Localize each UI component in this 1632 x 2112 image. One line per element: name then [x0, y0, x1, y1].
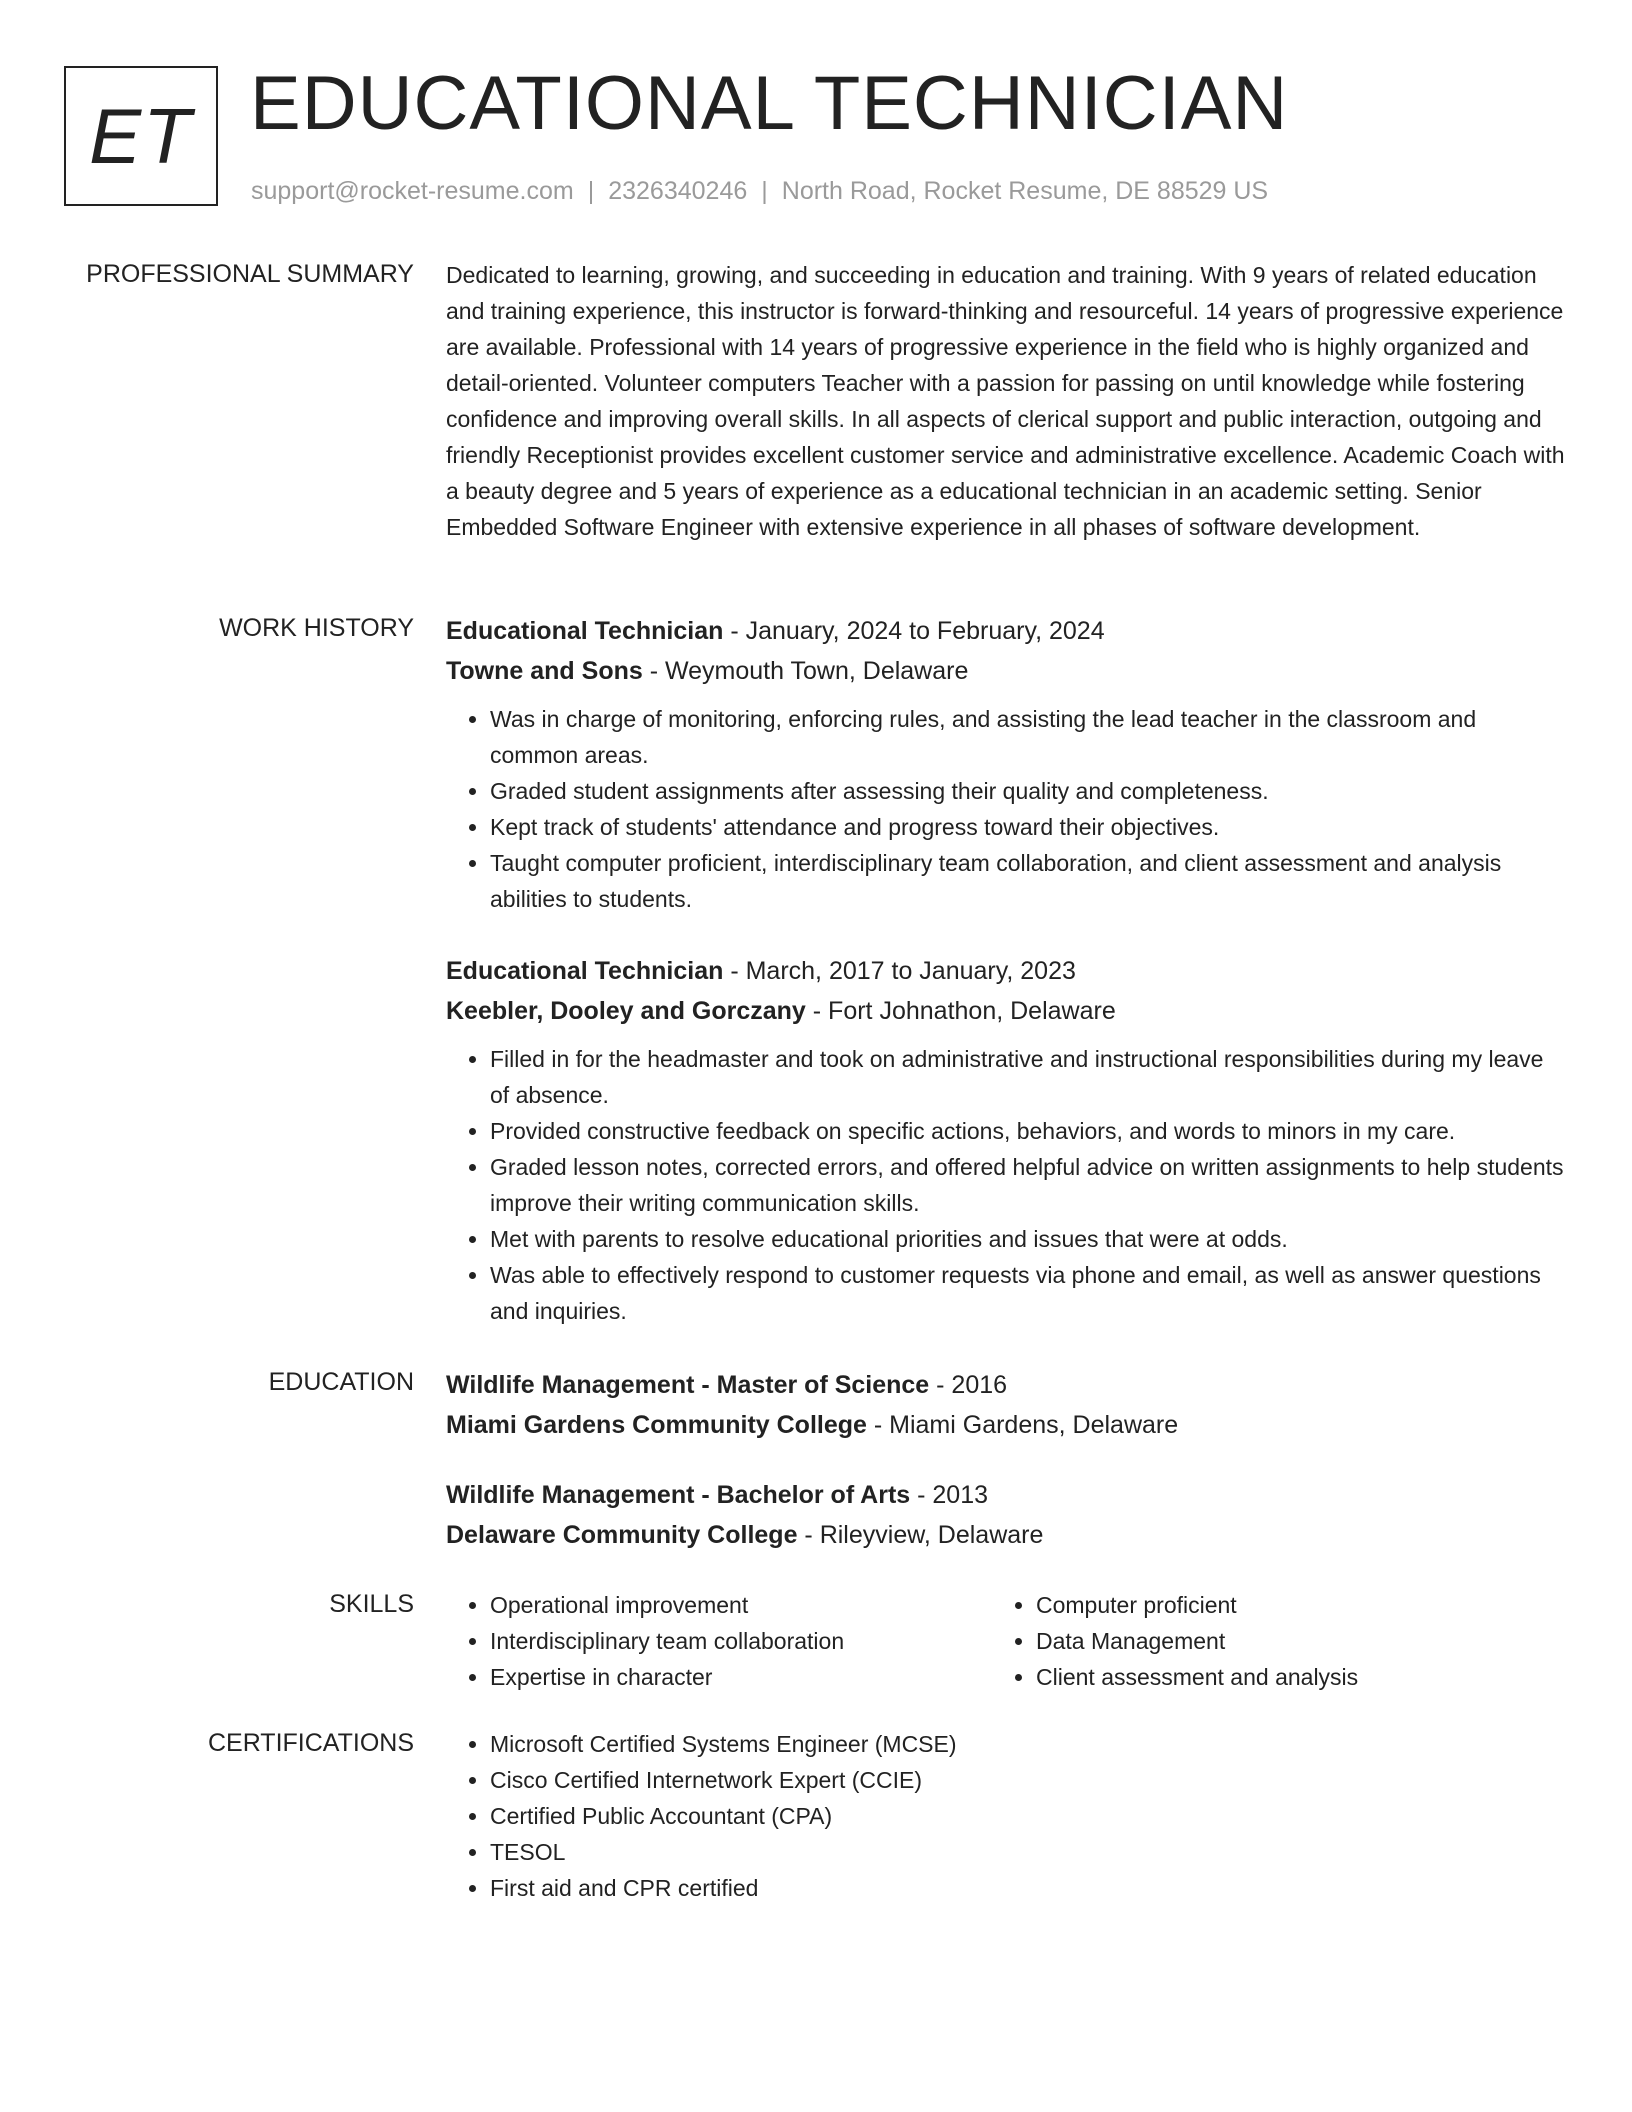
degree-year: - 2013	[910, 1481, 989, 1509]
job-title-line	[446, 611, 1566, 651]
job-title: Educational Technician	[446, 617, 724, 645]
section-label-certifications: CERTIFICATIONS	[207, 1729, 414, 1757]
job-title-line	[446, 951, 1566, 991]
monogram-logo: ET	[64, 66, 218, 206]
skills-list-right	[992, 1587, 1538, 1695]
job-company-line	[446, 991, 1566, 1031]
education-entry	[446, 1475, 1566, 1555]
list-item: • Microsoft Certified Systems Engineer (MCSE)	[490, 1726, 1566, 1762]
section-label-skills: SKILLS	[329, 1590, 414, 1618]
contact-phone: 2326340246	[608, 177, 748, 205]
school-line	[446, 1405, 1566, 1445]
job-title: Educational Technician	[446, 957, 724, 985]
section-label-summary: PROFESSIONAL SUMMARY	[86, 260, 414, 288]
school-location: - Miami Gardens, Delaware	[866, 1411, 1179, 1439]
list-item: • Graded lesson notes, corrected errors, and offered helpful advice on written assignments to help students improve their writing communication skills.	[490, 1149, 1566, 1221]
job-location: - Fort Johnathon, Delaware	[805, 997, 1116, 1025]
job-company-line	[446, 651, 1566, 691]
contact-line	[251, 176, 1268, 206]
school-name: Delaware Community College	[446, 1521, 798, 1549]
job-location: - Weymouth Town, Delaware	[642, 657, 969, 685]
certifications-body	[446, 1726, 1566, 1906]
list-item: • Cisco Certified Internetwork Expert (CCIE)	[490, 1762, 1566, 1798]
education-entry	[446, 1365, 1566, 1445]
job-entry	[446, 611, 1566, 917]
job-dates: - March, 2017 to January, 2023	[723, 957, 1076, 985]
degree-line	[446, 1475, 1566, 1515]
degree-line	[446, 1365, 1566, 1405]
education-body	[446, 1365, 1566, 1555]
list-item: • First aid and CPR certified	[490, 1870, 1566, 1906]
resume-header	[64, 61, 1564, 216]
list-item: • Kept track of students' attendance and progress toward their objectives.	[490, 809, 1566, 845]
certifications-list	[446, 1726, 1566, 1906]
job-company: Keebler, Dooley and Gorczany	[446, 997, 806, 1025]
skills-list-left	[446, 1587, 992, 1695]
list-item: • Met with parents to resolve educational priorities and issues that were at odds.	[490, 1221, 1566, 1257]
work-history-body	[446, 611, 1566, 1329]
job-company: Towne and Sons	[446, 657, 643, 685]
school-location: - Rileyview, Delaware	[797, 1521, 1044, 1549]
list-item: • Computer proficient	[1036, 1587, 1538, 1623]
list-item: • Client assessment and analysis	[1036, 1659, 1538, 1695]
candidate-name: EDUCATIONAL TECHNICIAN	[250, 61, 1289, 146]
list-item: • Certified Public Accountant (CPA)	[490, 1798, 1566, 1834]
school-name: Miami Gardens Community College	[446, 1411, 867, 1439]
degree-year: - 2016	[929, 1371, 1008, 1399]
list-item: • Interdisciplinary team collaboration	[490, 1623, 992, 1659]
contact-address: North Road, Rocket Resume, DE 88529 US	[781, 177, 1269, 205]
list-item: • Expertise in character	[490, 1659, 992, 1695]
contact-separator: |	[587, 177, 595, 205]
list-item: • TESOL	[490, 1834, 1566, 1870]
section-label-education: EDUCATION	[268, 1368, 414, 1396]
school-line	[446, 1515, 1566, 1555]
job-entry	[446, 951, 1566, 1329]
list-item: • Filled in for the headmaster and took on administrative and instructional responsibilities during my leave of absence.	[490, 1041, 1566, 1113]
degree-name: Wildlife Management - Bachelor of Arts	[446, 1481, 911, 1509]
skills-body	[446, 1587, 1566, 1695]
job-dates: - January, 2024 to February, 2024	[723, 617, 1105, 645]
job-bullets	[446, 1041, 1566, 1329]
list-item: • Graded student assignments after assessing their quality and completeness.	[490, 773, 1566, 809]
summary-text: Dedicated to learning, growing, and succeeding in education and training. With 9 years of related education and training experience, this instructor is forward-thinking and resourceful. 14 years of progressive experience are available. Professional with 14 years of progressive experience in the field who is highly organized and detail-oriented. Volunteer computers Teacher with a passion for passing on until knowledge while fostering confidence and improving overall skills. In all aspects of clerical support and public interaction, outgoing and friendly Receptionist provides excellent customer service and administrative excellence. Academic Coach with a beauty degree and 5 years of experience as a educational technician in an academic setting. Senior Embedded Software Engineer with extensive experience in all phases of software development.	[446, 262, 1565, 540]
summary-body	[446, 257, 1566, 545]
list-item: • Data Management	[1036, 1623, 1538, 1659]
contact-email: support@rocket-resume.com	[251, 177, 574, 205]
list-item: • Provided constructive feedback on specific actions, behaviors, and words to minors in my care.	[490, 1113, 1566, 1149]
list-item: • Was in charge of monitoring, enforcing rules, and assisting the lead teacher in the classroom and common areas.	[490, 701, 1566, 773]
degree-name: Wildlife Management - Master of Science	[446, 1371, 930, 1399]
list-item: • Was able to effectively respond to customer requests via phone and email, as well as answer questions and inquiries.	[490, 1257, 1566, 1329]
section-label-work-history: WORK HISTORY	[219, 614, 414, 642]
list-item: • Taught computer proficient, interdisciplinary team collaboration, and client assessment and analysis abilities to students.	[490, 845, 1566, 917]
list-item: • Operational improvement	[490, 1587, 992, 1623]
contact-separator: |	[761, 177, 768, 205]
job-bullets	[446, 701, 1566, 917]
